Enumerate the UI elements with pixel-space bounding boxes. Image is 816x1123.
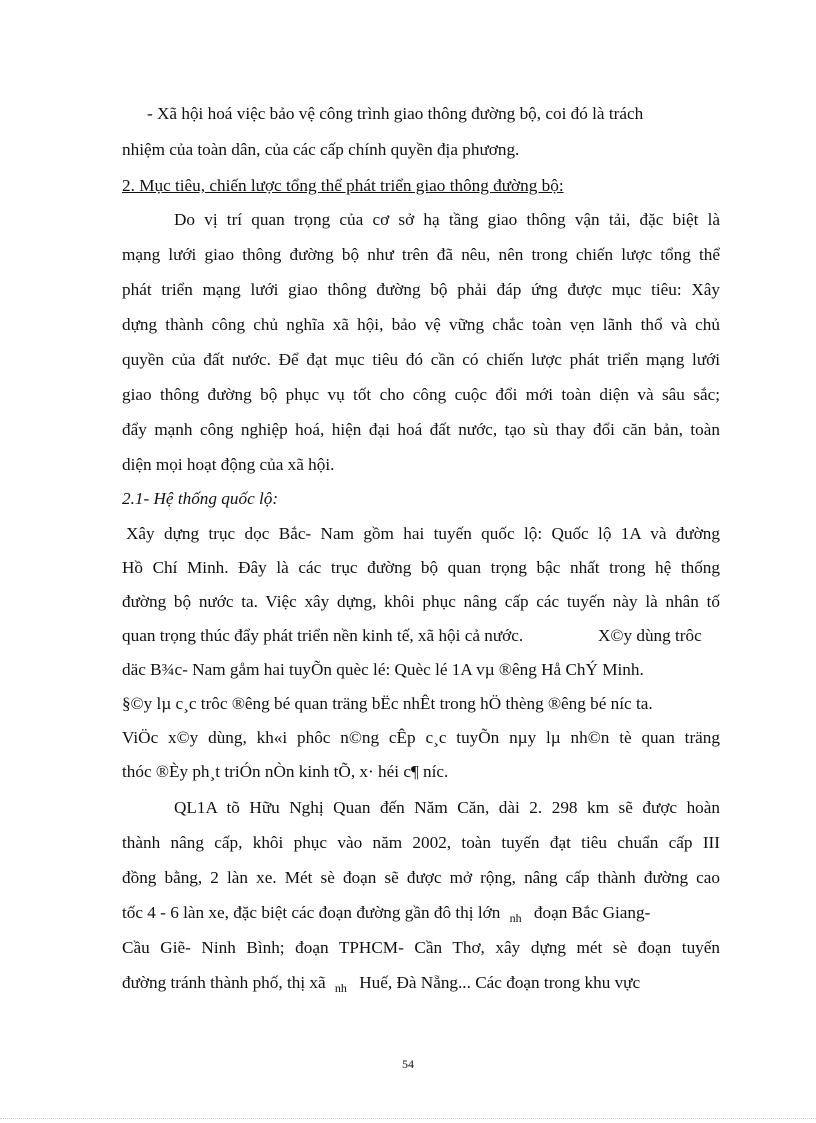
para2-line-5: däc B¾c- Nam gåm hai tuyÕn quèc lé: Quèc lé 1A vµ ®êng Hå ChÝ Minh. [122, 660, 644, 679]
subsection-heading: 2.1- Hệ thống quốc lộ: [122, 489, 279, 508]
para3-line-6-end: Huế, Đà Nẵng... Các đoạn trong khu vực [359, 973, 641, 992]
para2-line-4 [122, 625, 720, 647]
para3-line-6-sub: nh [334, 981, 347, 995]
para2-line-4-garbled: X©y dùng trôc [598, 626, 702, 645]
para2-line-2: Hồ Chí Minh. Đây là các trục đường bộ quan trọng bậc nhất trong hệ thống [122, 558, 720, 577]
para2-line-6: §©y lµ c¸c trôc ®êng bé quan träng bËc nhÊt trong hÖ thèng ®êng bé níc ta. [122, 694, 653, 713]
para3-line-1: QL1A tõ Hữu Nghị Quan đến Năm Căn, dài 2. 298 km sẽ được hoàn [174, 798, 720, 817]
para3-line-5: Cầu Giẽ- Ninh Bình; đoạn TPHCM- Cần Thơ, xây dựng mét sè đoạn tuyến [122, 938, 720, 957]
page-bottom-divider [0, 1118, 816, 1119]
bullet-line-1: - Xã hội hoá việc bảo vệ công trình giao thông đường bộ, coi đó là trách [147, 104, 644, 123]
para1-line-8: diện mọi hoạt động của xã hội. [122, 455, 335, 474]
para3-line-6 [122, 972, 720, 995]
para1-line-5: quyền của đất nước. Để đạt mục tiêu đó cần có chiến lược phát triển mạng lưới [122, 350, 720, 369]
para3-line-3: đồng bằng, 2 làn xe. Mét sè đoạn sẽ được mở rộng, nâng cấp thành đường cao [122, 868, 720, 887]
para1-line-1: Do vị trí quan trọng của cơ sở hạ tầng giao thông vận tải, đặc biệt là [174, 210, 720, 229]
para2-line-1: Xây dựng trục dọc Bắc- Nam gồm hai tuyến quốc lộ: Quốc lộ 1A và đường [126, 524, 720, 543]
para1-line-4: dựng thành công chủ nghĩa xã hội, bảo vệ vững chắc toàn vẹn lãnh thổ và chủ [122, 315, 720, 334]
para2-line-3: đường bộ nước ta. Việc xây dựng, khôi phục nâng cấp các tuyến này là nhân tố [122, 592, 720, 611]
para2-line-7: ViÖc x©y dùng, kh«i phôc n©ng cÊp c¸c tuyÕn nµy lµ nh©n tè quan träng [122, 728, 720, 747]
para1-line-3: phát triển mạng lưới giao thông đường bộ phải đáp ứng được mục tiêu: Xây [122, 280, 720, 299]
para1-line-2: mạng lưới giao thông đường bộ như trên đã nêu, nên trong chiến lược tổng thể [122, 245, 720, 264]
para2-line-4-text: quan trọng thúc đẩy phát triển nền kinh tế, xã hội cả nước. [122, 626, 524, 645]
para3-line-6-text: đường tránh thành phố, thị xã [122, 973, 326, 992]
para2-line-8: thóc ®Èy ph¸t triÓn nÒn kinh tÕ, x· héi c¶ níc. [122, 762, 449, 781]
para3-line-4-text: tốc 4 - 6 làn xe, đặc biệt các đoạn đường gần đô thị lớn [122, 903, 501, 922]
para1-line-7: đẩy mạnh công nghiệp hoá, hiện đại hoá đất nước, tạo sù thay đổi căn bản, toàn [122, 420, 720, 439]
para1-line-6: giao thông đường bộ phục vụ tốt cho công cuộc đổi mới toàn diện và sâu sắc; [122, 385, 720, 404]
para3-line-4-sub: nh [509, 911, 522, 925]
para3-line-4-end: đoạn Bắc Giang- [533, 903, 651, 922]
bullet-line-2: nhiệm của toàn dân, của các cấp chính quyền địa phương. [122, 140, 520, 159]
para3-line-2: thành nâng cấp, khôi phục vào năm 2002, toàn tuyến đạt tiêu chuẩn cấp III [122, 833, 720, 852]
para3-line-4 [122, 902, 720, 925]
page-number: 54 [402, 1057, 414, 1071]
section-heading: 2. Mục tiêu, chiến lược tổng thể phát triển giao thông đường bộ: [122, 176, 564, 195]
